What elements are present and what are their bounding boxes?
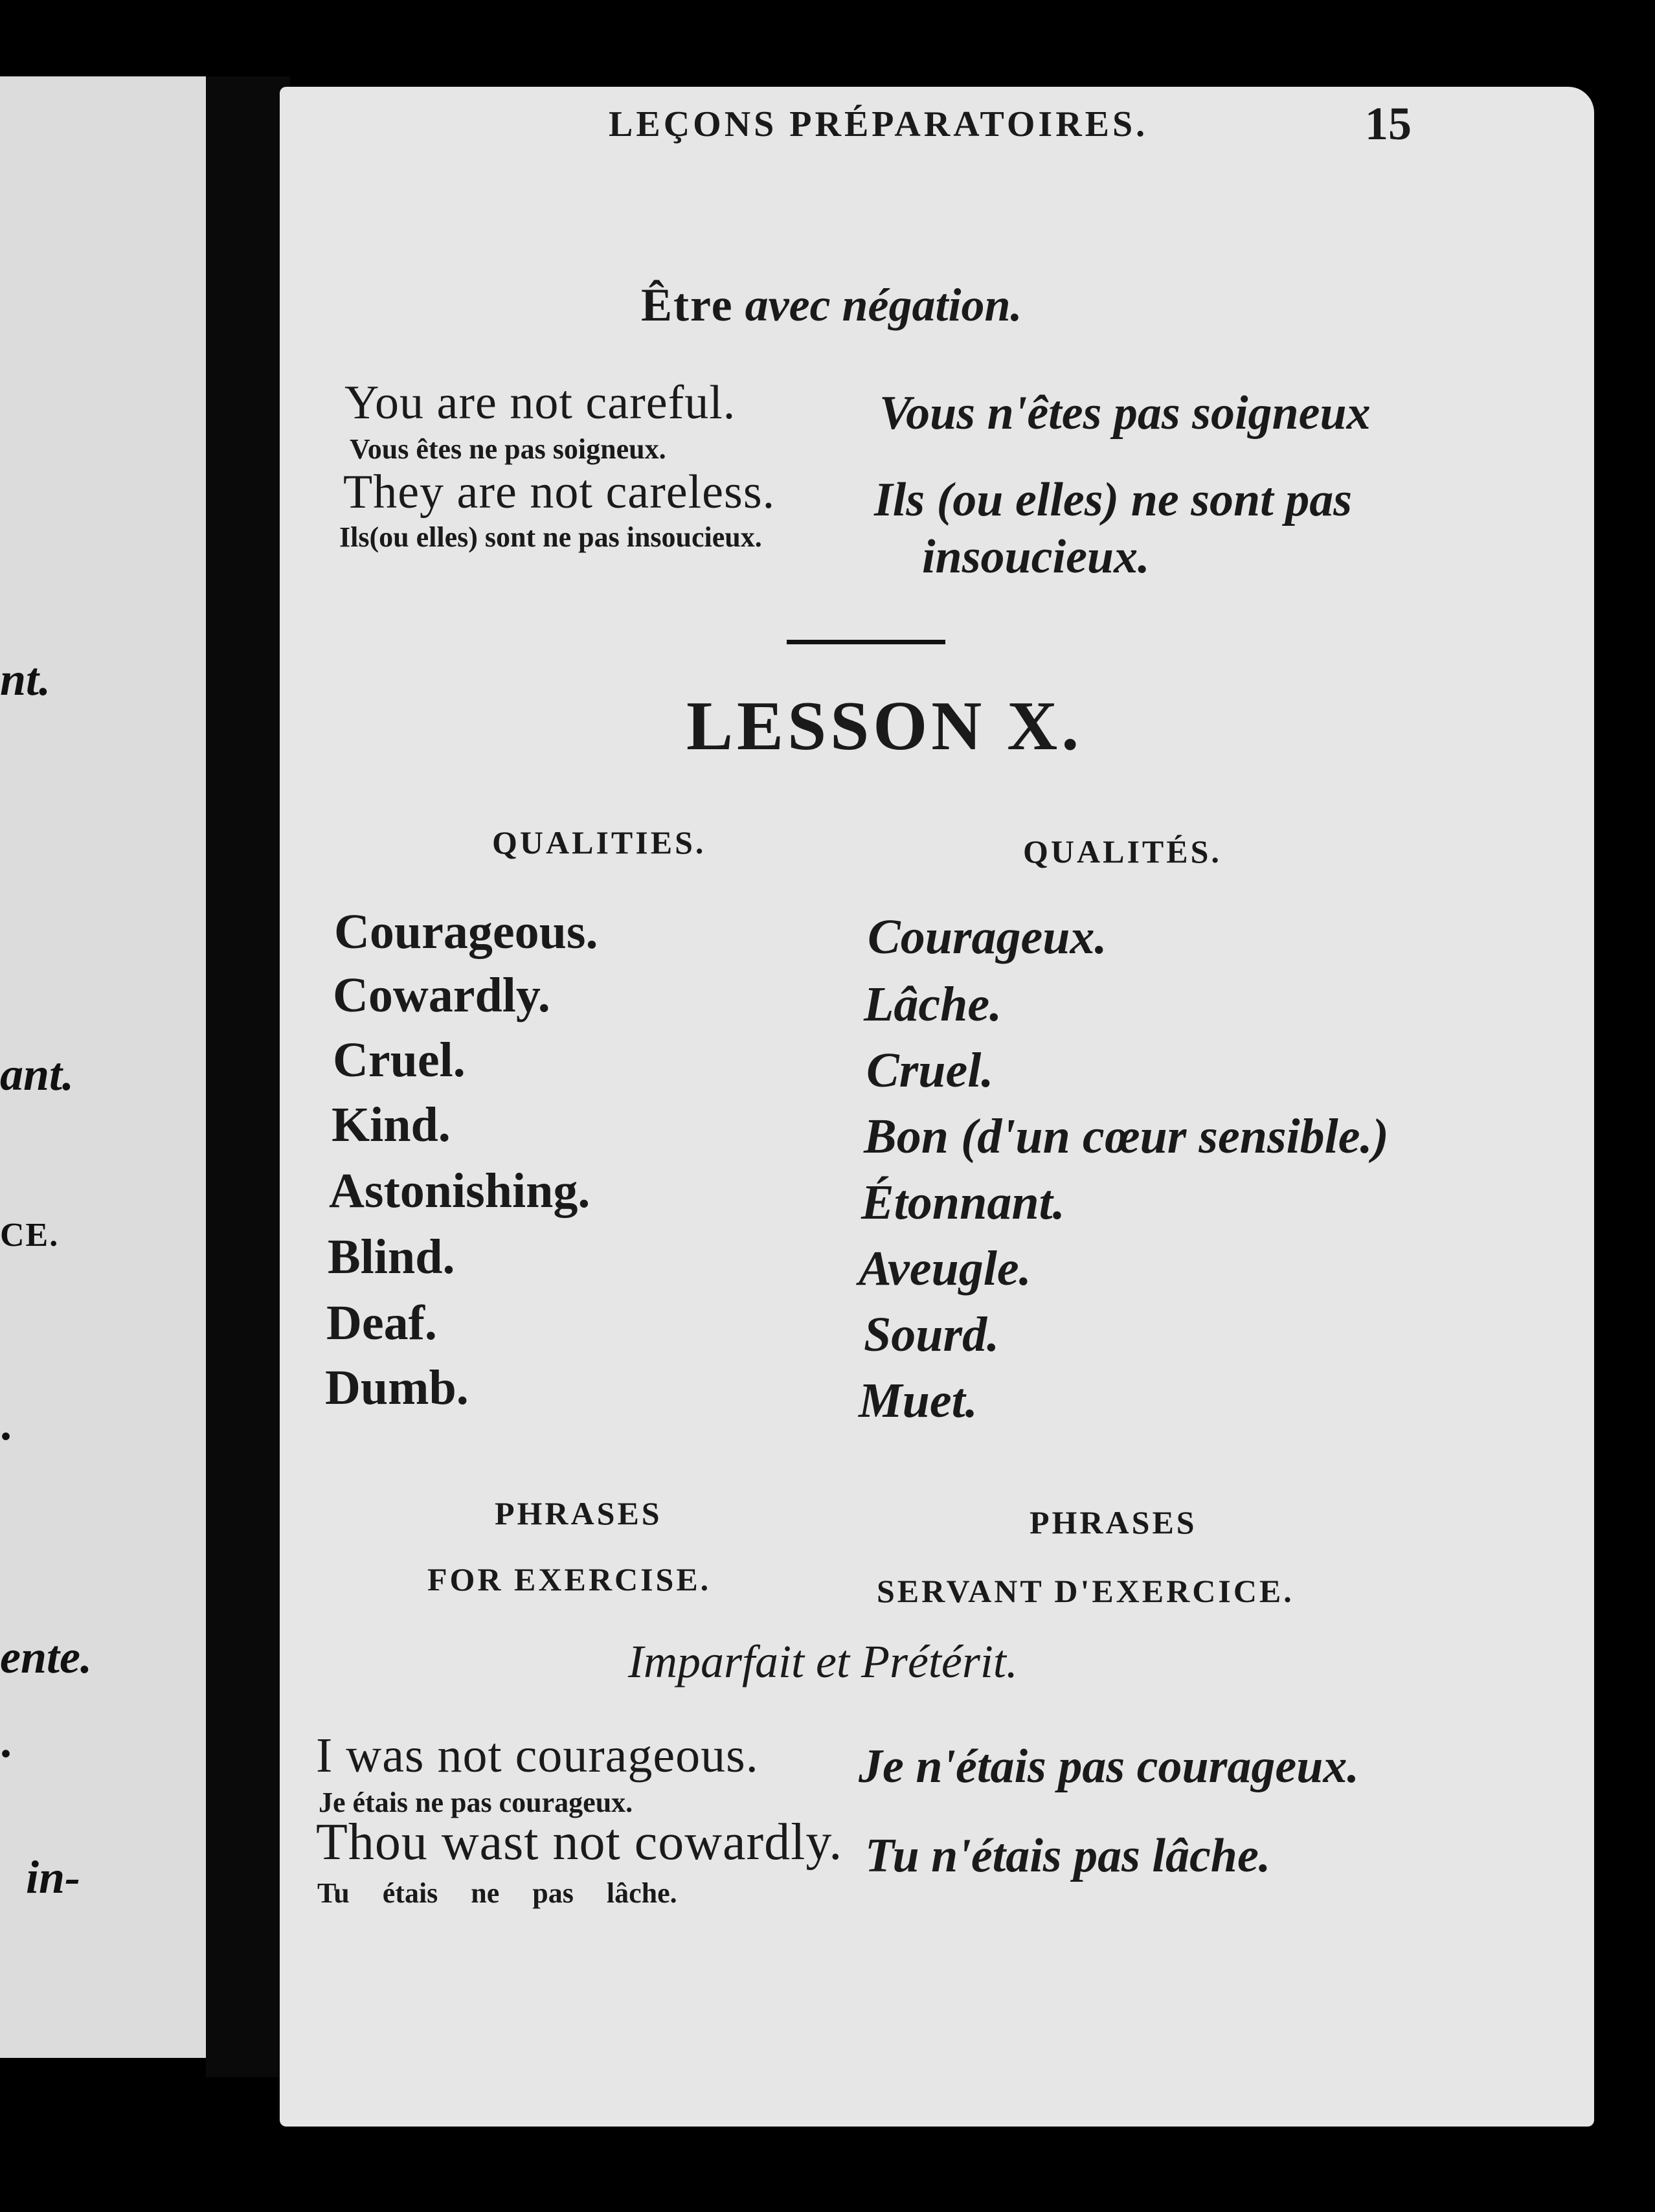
vocab-french: Aveugle. <box>859 1241 1031 1296</box>
left-page-fragment: . <box>0 1715 12 1767</box>
vocab-english: Kind. <box>332 1098 451 1152</box>
etre-sentence-french-cont: insoucieux. <box>922 530 1150 583</box>
etre-heading-italic: avec négation. <box>745 279 1022 331</box>
column-heading-french: QUALITÉS. <box>1023 833 1222 870</box>
vocab-french: Sourd. <box>864 1307 1000 1362</box>
lesson-title: LESSON X. <box>686 688 1083 765</box>
vocab-french: Étonnant. <box>861 1175 1065 1230</box>
vocab-english: Cowardly. <box>333 968 550 1022</box>
phrase-interlinear: Je étais ne pas courageux. <box>319 1787 633 1818</box>
running-title: LEÇONS PRÉPARATOIRES. <box>609 104 1149 144</box>
vocab-french: Courageux. <box>868 910 1107 964</box>
vocab-french: Cruel. <box>866 1043 994 1098</box>
phrase-french: Je n'étais pas courageux. <box>859 1740 1359 1793</box>
left-page-fragment: CE. <box>0 1217 60 1254</box>
left-page-fragment: ant. <box>0 1048 74 1100</box>
etre-sentence-english: They are not careless. <box>343 466 776 519</box>
left-page-fragment: . <box>0 1398 12 1450</box>
vocab-english: Cruel. <box>333 1033 466 1087</box>
left-facing-page <box>0 76 206 2058</box>
vocab-english: Deaf. <box>326 1296 437 1350</box>
left-page-fragment: ente. <box>0 1631 92 1683</box>
running-head <box>324 98 1463 162</box>
phrase-interlinear: Tu étais ne pas lâche. <box>317 1877 677 1909</box>
phrase-english: I was not courageous. <box>316 1728 759 1783</box>
vocab-french: Lâche. <box>864 977 1002 1032</box>
phrases-heading-french: PHRASES <box>1030 1504 1197 1541</box>
vocab-english: Dumb. <box>325 1360 469 1415</box>
left-page-fragment: nt. <box>0 653 51 705</box>
phrase-french: Tu n'étais pas lâche. <box>865 1829 1271 1882</box>
left-page-fragment: in- <box>26 1851 81 1903</box>
tense-heading: Imparfait et Prétérit. <box>628 1636 1018 1687</box>
vocab-english: Courageous. <box>334 905 598 959</box>
etre-sentence-french: Vous n'êtes pas soigneux <box>879 387 1371 440</box>
phrases-heading-english: PHRASES <box>495 1495 662 1531</box>
phrases-heading-english-2: FOR EXERCISE. <box>427 1561 712 1597</box>
column-heading-english: QUALITIES. <box>492 824 706 861</box>
book-gutter <box>206 76 290 2077</box>
vocab-english: Astonishing. <box>329 1164 591 1218</box>
vocab-english: Blind. <box>328 1230 455 1284</box>
page-number: 15 <box>1365 98 1412 150</box>
etre-sentence-french: Ils (ou elles) ne sont pas <box>874 473 1353 526</box>
vocab-french: Muet. <box>859 1373 978 1428</box>
etre-heading-caps: Être <box>641 279 734 331</box>
vocab-french: Bon (d'un cœur sensible.) <box>864 1109 1389 1164</box>
phrase-english: Thou wast not cowardly. <box>316 1814 843 1871</box>
etre-section-heading <box>641 278 1022 332</box>
phrases-heading-french-2: SERVANT D'EXERCICE. <box>877 1573 1294 1609</box>
etre-sentence-english: You are not careful. <box>344 376 736 429</box>
etre-sentence-interlinear: Ils(ou elles) sont ne pas insoucieux. <box>339 521 762 553</box>
section-divider <box>787 640 945 644</box>
etre-sentence-interlinear: Vous êtes ne pas soigneux. <box>350 433 666 465</box>
